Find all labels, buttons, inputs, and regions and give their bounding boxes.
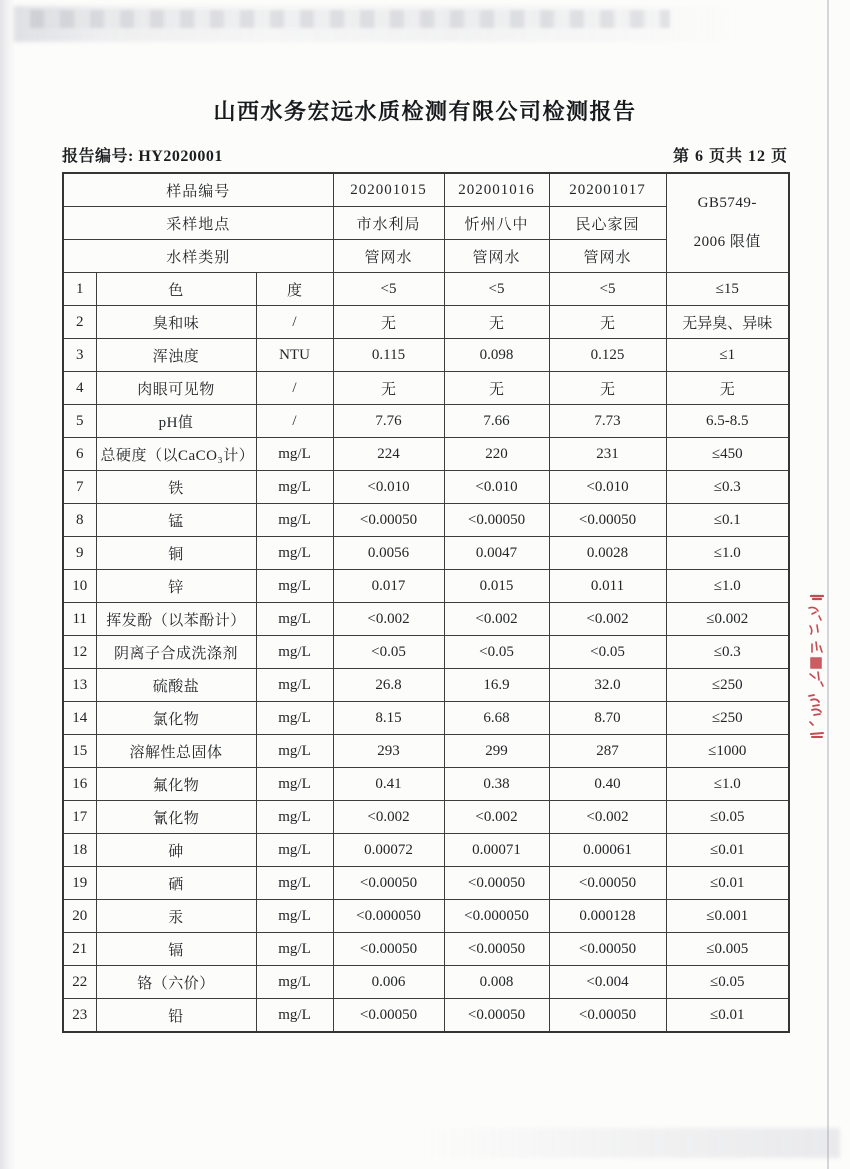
meta-row (62, 143, 788, 166)
cell-unit: / (256, 372, 333, 405)
page-indicator: 第 6 页共 12 页 (672, 148, 788, 165)
cell-v2: <0.010 (444, 471, 549, 504)
cell-no: 23 (63, 999, 96, 1033)
cell-unit: mg/L (256, 669, 333, 702)
cell-no: 19 (63, 867, 96, 900)
scan-smudge-bottom (420, 1128, 840, 1158)
cell-v2: 0.0047 (444, 537, 549, 570)
cell-unit: mg/L (256, 702, 333, 735)
cell-limit: ≤0.01 (666, 834, 789, 867)
cell-name: 镉 (96, 933, 256, 966)
cell-name: 硒 (96, 867, 256, 900)
cell-limit: ≤0.002 (666, 603, 789, 636)
table-row (63, 801, 789, 834)
cell-limit: 无异臭、异味 (666, 306, 789, 339)
report-number-label: 报告编号: (62, 148, 139, 165)
cell-v2: <0.00050 (444, 999, 549, 1033)
cell-v1: <0.00050 (333, 933, 444, 966)
water-quality-table (62, 172, 790, 1033)
cell-no: 5 (63, 405, 96, 438)
limit-header-line2: 2006 限值 (693, 234, 761, 250)
cell-no: 9 (63, 537, 96, 570)
cell-v3: <0.002 (549, 801, 666, 834)
cell-v2: <0.002 (444, 801, 549, 834)
cell-v3: 7.73 (549, 405, 666, 438)
cell-v1: <0.000050 (333, 900, 444, 933)
cell-v3: 0.125 (549, 339, 666, 372)
scan-shadow-left-edge (0, 0, 16, 1169)
location-2: 忻州八中 (444, 207, 549, 240)
cell-v3: <0.004 (549, 966, 666, 999)
cell-no: 20 (63, 900, 96, 933)
cell-v1: <0.010 (333, 471, 444, 504)
cell-no: 11 (63, 603, 96, 636)
cell-limit: ≤250 (666, 702, 789, 735)
sample-type-2: 管网水 (444, 240, 549, 273)
cell-unit: mg/L (256, 801, 333, 834)
cell-v3: <0.00050 (549, 867, 666, 900)
scan-page-edge-line (827, 0, 829, 1169)
report-number-value: HY2020001 (138, 148, 223, 165)
cell-v1: 7.76 (333, 405, 444, 438)
cell-limit: ≤0.05 (666, 966, 789, 999)
cell-no: 4 (63, 372, 96, 405)
cell-v1: <0.00050 (333, 867, 444, 900)
cell-name: 挥发酚（以苯酚计） (96, 603, 256, 636)
cell-unit: mg/L (256, 999, 333, 1033)
cell-v2: 220 (444, 438, 549, 471)
cell-no: 12 (63, 636, 96, 669)
cell-limit: ≤0.3 (666, 636, 789, 669)
cell-no: 3 (63, 339, 96, 372)
cell-unit: mg/L (256, 636, 333, 669)
cell-unit: mg/L (256, 900, 333, 933)
cell-limit: 无 (666, 372, 789, 405)
cell-v1: <5 (333, 273, 444, 306)
table-row (63, 405, 789, 438)
cell-v1: 0.017 (333, 570, 444, 603)
cell-v3: 287 (549, 735, 666, 768)
cell-no: 21 (63, 933, 96, 966)
red-stamp-icon (803, 592, 831, 742)
location-3: 民心家园 (549, 207, 666, 240)
cell-limit: ≤1000 (666, 735, 789, 768)
cell-unit: 度 (256, 273, 333, 306)
sample-type-1: 管网水 (333, 240, 444, 273)
cell-v3: 0.000128 (549, 900, 666, 933)
cell-v2: 0.008 (444, 966, 549, 999)
header-row-sample-no (63, 173, 789, 207)
cell-limit: ≤1 (666, 339, 789, 372)
cell-v1: <0.002 (333, 801, 444, 834)
cell-limit: ≤1.0 (666, 570, 789, 603)
cell-v1: 26.8 (333, 669, 444, 702)
location-1: 市水利局 (333, 207, 444, 240)
cell-name: 色 (96, 273, 256, 306)
table-row (63, 966, 789, 999)
cell-limit: ≤1.0 (666, 768, 789, 801)
cell-v1: <0.00050 (333, 999, 444, 1033)
cell-name: 阴离子合成洗涤剂 (96, 636, 256, 669)
cell-v2: <0.00050 (444, 867, 549, 900)
sample-no-3: 202001017 (549, 173, 666, 207)
cell-name: 浑浊度 (96, 339, 256, 372)
cell-name: pH值 (96, 405, 256, 438)
cell-v2: <0.000050 (444, 900, 549, 933)
table-row (63, 570, 789, 603)
cell-name: 氟化物 (96, 768, 256, 801)
cell-unit: mg/L (256, 933, 333, 966)
cell-limit: ≤0.001 (666, 900, 789, 933)
cell-v2: <0.002 (444, 603, 549, 636)
cell-unit: mg/L (256, 735, 333, 768)
cell-v1: 0.006 (333, 966, 444, 999)
table-row (63, 999, 789, 1033)
cell-v2: <5 (444, 273, 549, 306)
cell-unit: mg/L (256, 867, 333, 900)
table-row (63, 372, 789, 405)
cell-name: 铁 (96, 471, 256, 504)
cell-v1: 293 (333, 735, 444, 768)
cell-no: 2 (63, 306, 96, 339)
cell-v2: 0.015 (444, 570, 549, 603)
cell-unit: / (256, 405, 333, 438)
cell-v3: <5 (549, 273, 666, 306)
sample-no-1: 202001015 (333, 173, 444, 207)
cell-unit: / (256, 306, 333, 339)
cell-v2: <0.00050 (444, 933, 549, 966)
cell-no: 13 (63, 669, 96, 702)
cell-v3: 0.011 (549, 570, 666, 603)
table-row (63, 603, 789, 636)
table-row (63, 471, 789, 504)
cell-limit: ≤250 (666, 669, 789, 702)
cell-v3: <0.00050 (549, 504, 666, 537)
cell-v2: <0.05 (444, 636, 549, 669)
cell-name: 氰化物 (96, 801, 256, 834)
cell-v3: <0.05 (549, 636, 666, 669)
cell-limit: ≤0.05 (666, 801, 789, 834)
cell-v2: <0.00050 (444, 504, 549, 537)
cell-unit: mg/L (256, 768, 333, 801)
cell-name: 溶解性总固体 (96, 735, 256, 768)
cell-limit: ≤1.0 (666, 537, 789, 570)
cell-unit: mg/L (256, 570, 333, 603)
cell-v3: 0.00061 (549, 834, 666, 867)
limit-column-header (666, 173, 789, 273)
cell-name: 总硬度（以CaCO₃计） (96, 438, 256, 471)
table-row (63, 537, 789, 570)
cell-no: 17 (63, 801, 96, 834)
cell-unit: mg/L (256, 966, 333, 999)
cell-no: 22 (63, 966, 96, 999)
table-row (63, 834, 789, 867)
table-row (63, 702, 789, 735)
table-row (63, 867, 789, 900)
cell-name: 肉眼可见物 (96, 372, 256, 405)
header-label-sample-type: 水样类别 (63, 240, 333, 273)
cell-v1: 无 (333, 306, 444, 339)
cell-v3: <0.00050 (549, 933, 666, 966)
cell-limit: ≤0.005 (666, 933, 789, 966)
cell-name: 汞 (96, 900, 256, 933)
cell-no: 18 (63, 834, 96, 867)
cell-name: 铜 (96, 537, 256, 570)
cell-name: 砷 (96, 834, 256, 867)
table-row (63, 669, 789, 702)
cell-v2: 6.68 (444, 702, 549, 735)
cell-limit: ≤450 (666, 438, 789, 471)
cell-limit: ≤0.3 (666, 471, 789, 504)
cell-v2: 无 (444, 372, 549, 405)
cell-name: 锌 (96, 570, 256, 603)
table-row (63, 306, 789, 339)
cell-v1: 0.115 (333, 339, 444, 372)
cell-limit: ≤15 (666, 273, 789, 306)
cell-v1: 8.15 (333, 702, 444, 735)
results-body (63, 273, 789, 1033)
cell-unit: mg/L (256, 834, 333, 867)
cell-unit: NTU (256, 339, 333, 372)
table-row (63, 636, 789, 669)
cell-unit: mg/L (256, 603, 333, 636)
cell-limit: 6.5-8.5 (666, 405, 789, 438)
cell-name: 锰 (96, 504, 256, 537)
table-row (63, 768, 789, 801)
cell-name: 氯化物 (96, 702, 256, 735)
cell-v3: 0.0028 (549, 537, 666, 570)
cell-unit: mg/L (256, 438, 333, 471)
cell-no: 7 (63, 471, 96, 504)
cell-v2: 0.38 (444, 768, 549, 801)
table-row (63, 504, 789, 537)
cell-no: 10 (63, 570, 96, 603)
table-header (63, 173, 789, 273)
cell-v2: 16.9 (444, 669, 549, 702)
report-number (62, 143, 223, 166)
table-row (63, 933, 789, 966)
scan-smudge-top-detail (30, 10, 670, 28)
cell-v1: <0.00050 (333, 504, 444, 537)
cell-v2: 0.00071 (444, 834, 549, 867)
cell-v2: 7.66 (444, 405, 549, 438)
cell-v1: 0.0056 (333, 537, 444, 570)
cell-v3: 8.70 (549, 702, 666, 735)
cell-v1: <0.05 (333, 636, 444, 669)
cell-v2: 299 (444, 735, 549, 768)
cell-no: 16 (63, 768, 96, 801)
header-label-location: 采样地点 (63, 207, 333, 240)
cell-v3: 无 (549, 306, 666, 339)
cell-unit: mg/L (256, 471, 333, 504)
cell-v3: <0.002 (549, 603, 666, 636)
cell-v3: 无 (549, 372, 666, 405)
table-row (63, 339, 789, 372)
cell-v2: 0.098 (444, 339, 549, 372)
cell-v1: 0.00072 (333, 834, 444, 867)
cell-v1: 无 (333, 372, 444, 405)
cell-name: 硫酸盐 (96, 669, 256, 702)
cell-v1: 0.41 (333, 768, 444, 801)
cell-v1: 224 (333, 438, 444, 471)
cell-unit: mg/L (256, 537, 333, 570)
cell-no: 6 (63, 438, 96, 471)
table-row (63, 438, 789, 471)
cell-name: 铬（六价） (96, 966, 256, 999)
cell-limit: ≤0.01 (666, 999, 789, 1033)
table-row (63, 900, 789, 933)
limit-header-line1: GB5749- (697, 195, 757, 211)
scan-smudge-top (14, 6, 744, 42)
header-label-sample-no: 样品编号 (63, 173, 333, 207)
cell-limit: ≤0.01 (666, 867, 789, 900)
cell-name: 铅 (96, 999, 256, 1033)
cell-limit: ≤0.1 (666, 504, 789, 537)
cell-no: 15 (63, 735, 96, 768)
cell-v3: <0.00050 (549, 999, 666, 1033)
cell-unit: mg/L (256, 504, 333, 537)
page-title: 山西水务宏远水质检测有限公司检测报告 (213, 99, 637, 124)
cell-no: 14 (63, 702, 96, 735)
cell-v3: 32.0 (549, 669, 666, 702)
table-row (63, 273, 789, 306)
cell-v1: <0.002 (333, 603, 444, 636)
cell-v3: 231 (549, 438, 666, 471)
cell-name: 臭和味 (96, 306, 256, 339)
sample-no-2: 202001016 (444, 173, 549, 207)
sample-type-3: 管网水 (549, 240, 666, 273)
cell-v3: 0.40 (549, 768, 666, 801)
cell-no: 1 (63, 273, 96, 306)
table-row (63, 735, 789, 768)
cell-v2: 无 (444, 306, 549, 339)
cell-no: 8 (63, 504, 96, 537)
cell-v3: <0.010 (549, 471, 666, 504)
